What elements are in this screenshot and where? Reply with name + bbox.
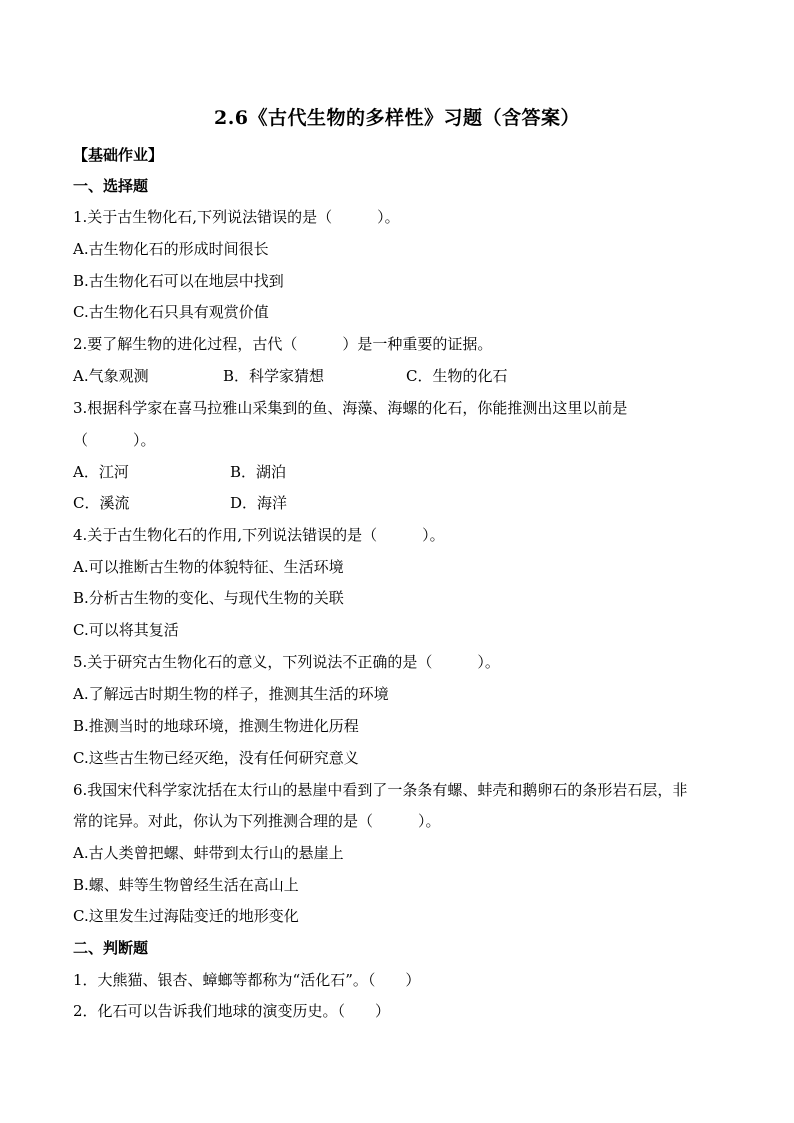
q4-stem: 4.关于古生物化石的作用,下列说法错误的是（ ）。 <box>73 526 445 544</box>
q2-stem: 2.要了解生物的进化过程，古代（ ）是一种重要的证据。 <box>73 335 493 353</box>
q1-option-c: C.古生物化石只具有观赏价值 <box>73 303 269 321</box>
q3-option-d: D．海洋 <box>230 494 288 512</box>
q6-option-c: C.这里发生过海陆变迁的地形变化 <box>73 907 299 925</box>
q5-stem: 5.关于研究古生物化石的意义，下列说法不正确的是（ ）。 <box>73 653 500 671</box>
q6-option-b: B.螺、蚌等生物曾经生活在高山上 <box>73 876 299 894</box>
q6-option-a: A.古人类曾把螺、蚌带到太行山的悬崖上 <box>73 844 344 862</box>
q3-option-b: B．湖泊 <box>230 463 287 481</box>
q1-option-a: A.古生物化石的形成时间很长 <box>73 240 269 258</box>
q3-option-a: A．江河 <box>73 463 129 481</box>
q5-option-b: B.推测当时的地球环境，推测生物进化历程 <box>73 717 359 735</box>
q2-option-b: B．科学家猜想 <box>223 367 325 385</box>
q4-option-a: A.可以推断古生物的体貌特征、生活环境 <box>73 558 344 576</box>
q3-option-c: C．溪流 <box>73 494 130 512</box>
section-header: 【基础作业】 <box>73 146 164 164</box>
q3-stem-line1: 3.根据科学家在喜马拉雅山采集到的鱼、海藻、海螺的化石，你能推测出这里以前是 <box>73 399 628 417</box>
q2-options <box>73 366 733 386</box>
q3-stem-line2: （ ）。 <box>73 431 156 449</box>
q1-option-b: B.古生物化石可以在地层中找到 <box>73 272 284 290</box>
q1-stem: 1.关于古生物化石,下列说法错误的是（ ）。 <box>73 208 400 226</box>
q4-option-c: C.可以将其复活 <box>73 621 179 639</box>
q2-option-c: C．生物的化石 <box>406 367 508 385</box>
q3-options-row2 <box>73 493 473 513</box>
q5-option-c: C.这些古生物已经灭绝，没有任何研究意义 <box>73 749 359 767</box>
q4-option-b: B.分析古生物的变化、与现代生物的关联 <box>73 589 344 607</box>
document-title: 2.6《古代生物的多样性》习题（含答案） <box>213 107 581 129</box>
q3-options-row1 <box>73 462 473 482</box>
q6-stem-line2: 常的诧异。对此，你认为下列推测合理的是（ ）。 <box>73 812 441 830</box>
q5-option-a: A.了解远古时期生物的样子，推测其生活的环境 <box>73 685 389 703</box>
q2-option-a: A.气象观测 <box>73 367 149 385</box>
judge-item-2: 2．化石可以告诉我们地球的演变历史。（ ） <box>73 1002 391 1020</box>
part2-heading: 二、判断题 <box>73 939 149 957</box>
part1-heading: 一、选择题 <box>73 177 149 195</box>
q6-stem-line1: 6.我国宋代科学家沈括在太行山的悬崖中看到了一条条有螺、蚌壳和鹅卵石的条形岩石层，非 <box>73 781 688 799</box>
judge-item-1: 1．大熊猫、银杏、蟑螂等都称为“活化石”。（ ） <box>73 971 421 989</box>
